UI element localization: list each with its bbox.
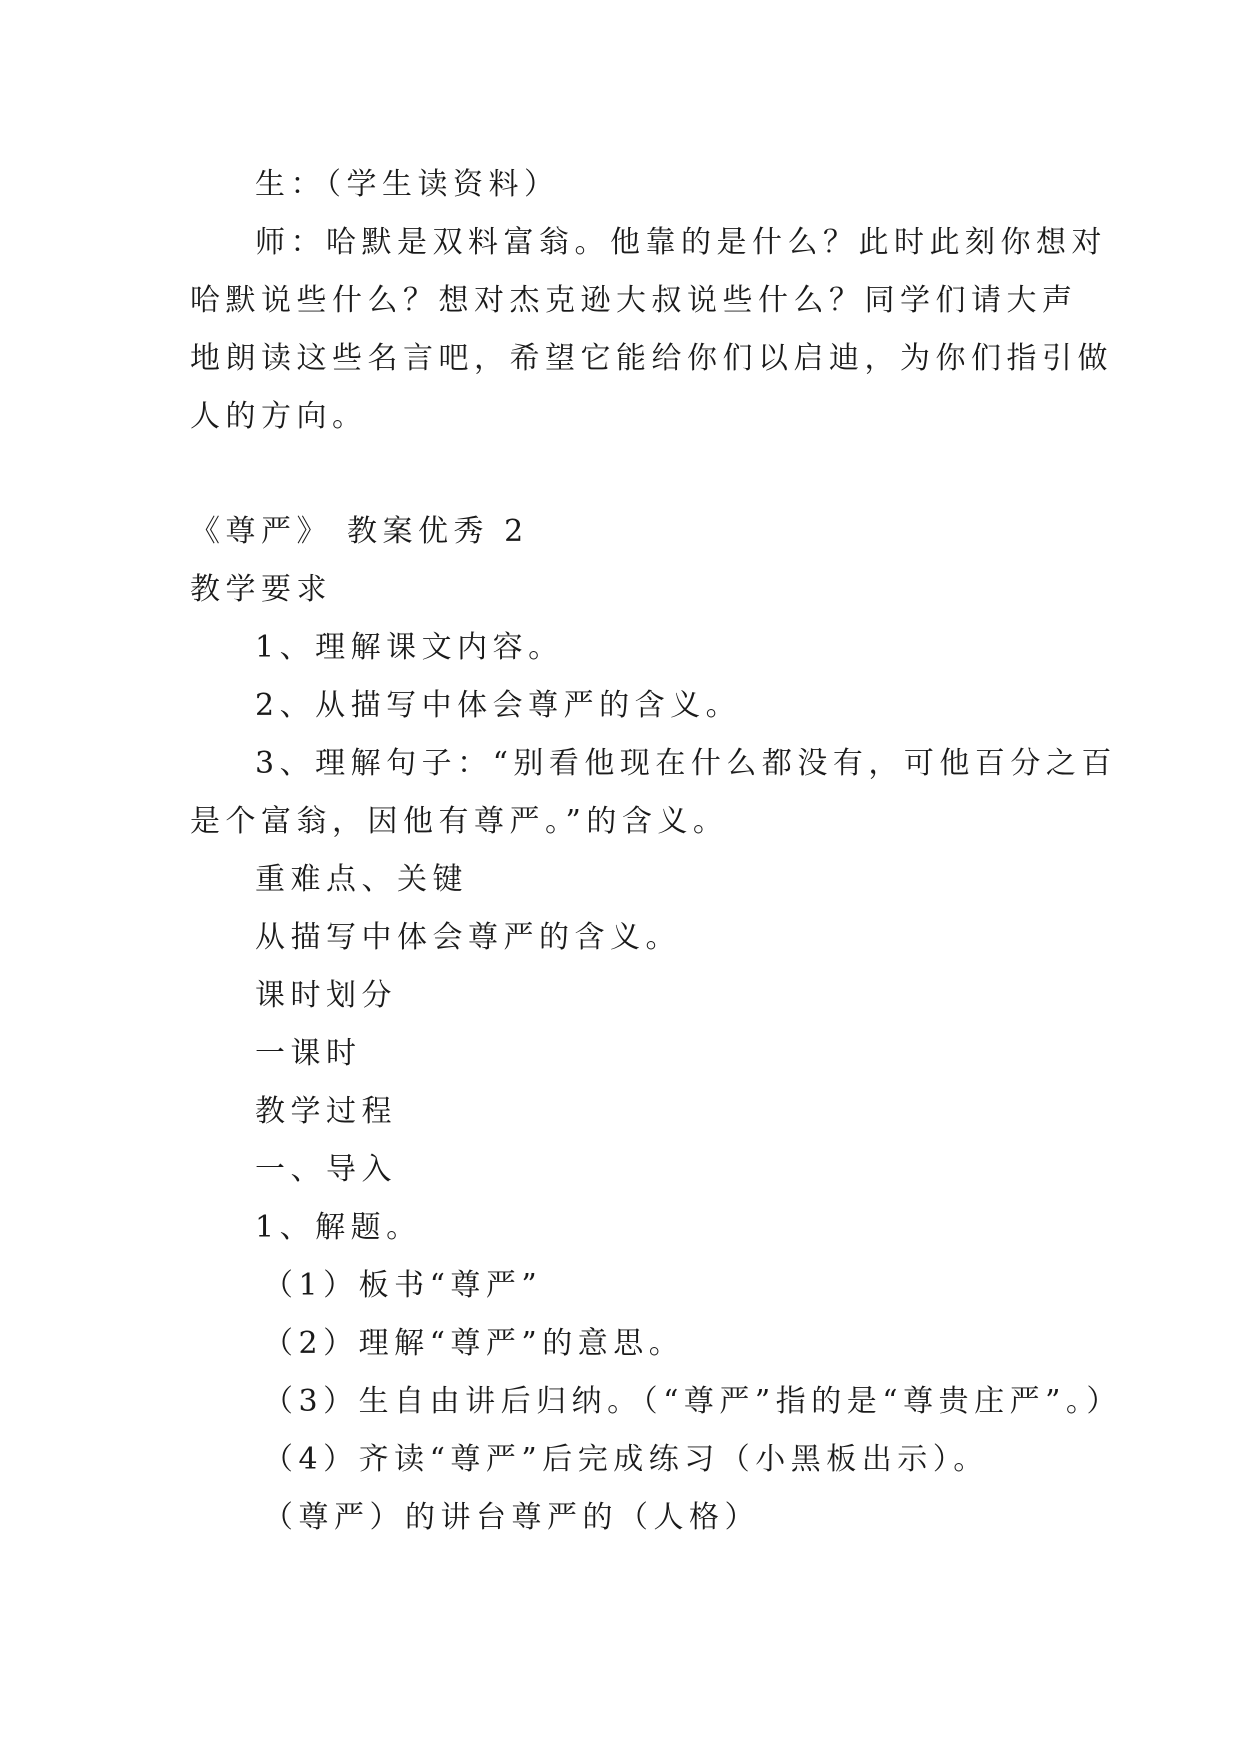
section-heading: 《尊严》 教案优秀 2 bbox=[190, 514, 529, 549]
list-item: 1、理解课文内容。 bbox=[255, 630, 564, 665]
list-item: （2）理解“尊严”的意思。 bbox=[263, 1326, 685, 1361]
list-item: （4）齐读“尊严”后完成练习（小黑板出示）。 bbox=[263, 1442, 989, 1477]
paragraph-line: 一、导入 bbox=[255, 1152, 397, 1187]
subheading: 教学过程 bbox=[255, 1094, 397, 1129]
paragraph-line: 哈默说些什么？想对杰克逊大叔说些什么？同学们请大声 bbox=[190, 283, 1078, 318]
list-item: 2、从描写中体会尊严的含义。 bbox=[255, 688, 742, 723]
list-item: 1、解题。 bbox=[255, 1210, 422, 1245]
paragraph-line: 从描写中体会尊严的含义。 bbox=[255, 920, 681, 955]
list-item: （3）生自由讲后归纳。（“尊严”指的是“尊贵庄严”。） bbox=[263, 1384, 1122, 1419]
paragraph-line: 一课时 bbox=[255, 1036, 362, 1071]
subheading: 重难点、关键 bbox=[255, 862, 468, 897]
paragraph-line: 师：哈默是双料富翁。他靠的是什么？此时此刻你想对 bbox=[255, 225, 1107, 260]
paragraph-line: 人的方向。 bbox=[190, 399, 368, 434]
list-item: （1）板书“尊严” bbox=[263, 1268, 543, 1303]
paragraph-line: 生：（学生读资料） bbox=[255, 167, 560, 202]
subheading: 课时划分 bbox=[255, 978, 397, 1013]
paragraph-line: （尊严）的讲台尊严的（人格） bbox=[263, 1500, 760, 1535]
subheading: 教学要求 bbox=[190, 572, 332, 607]
paragraph-line: 地朗读这些名言吧，希望它能给你们以启迪，为你们指引做 bbox=[190, 341, 1113, 376]
list-item: 3、理解句子：“别看他现在什么都没有，可他百分之百 bbox=[255, 746, 1117, 781]
list-item-continuation: 是个富翁，因他有尊严。”的含义。 bbox=[190, 804, 729, 839]
